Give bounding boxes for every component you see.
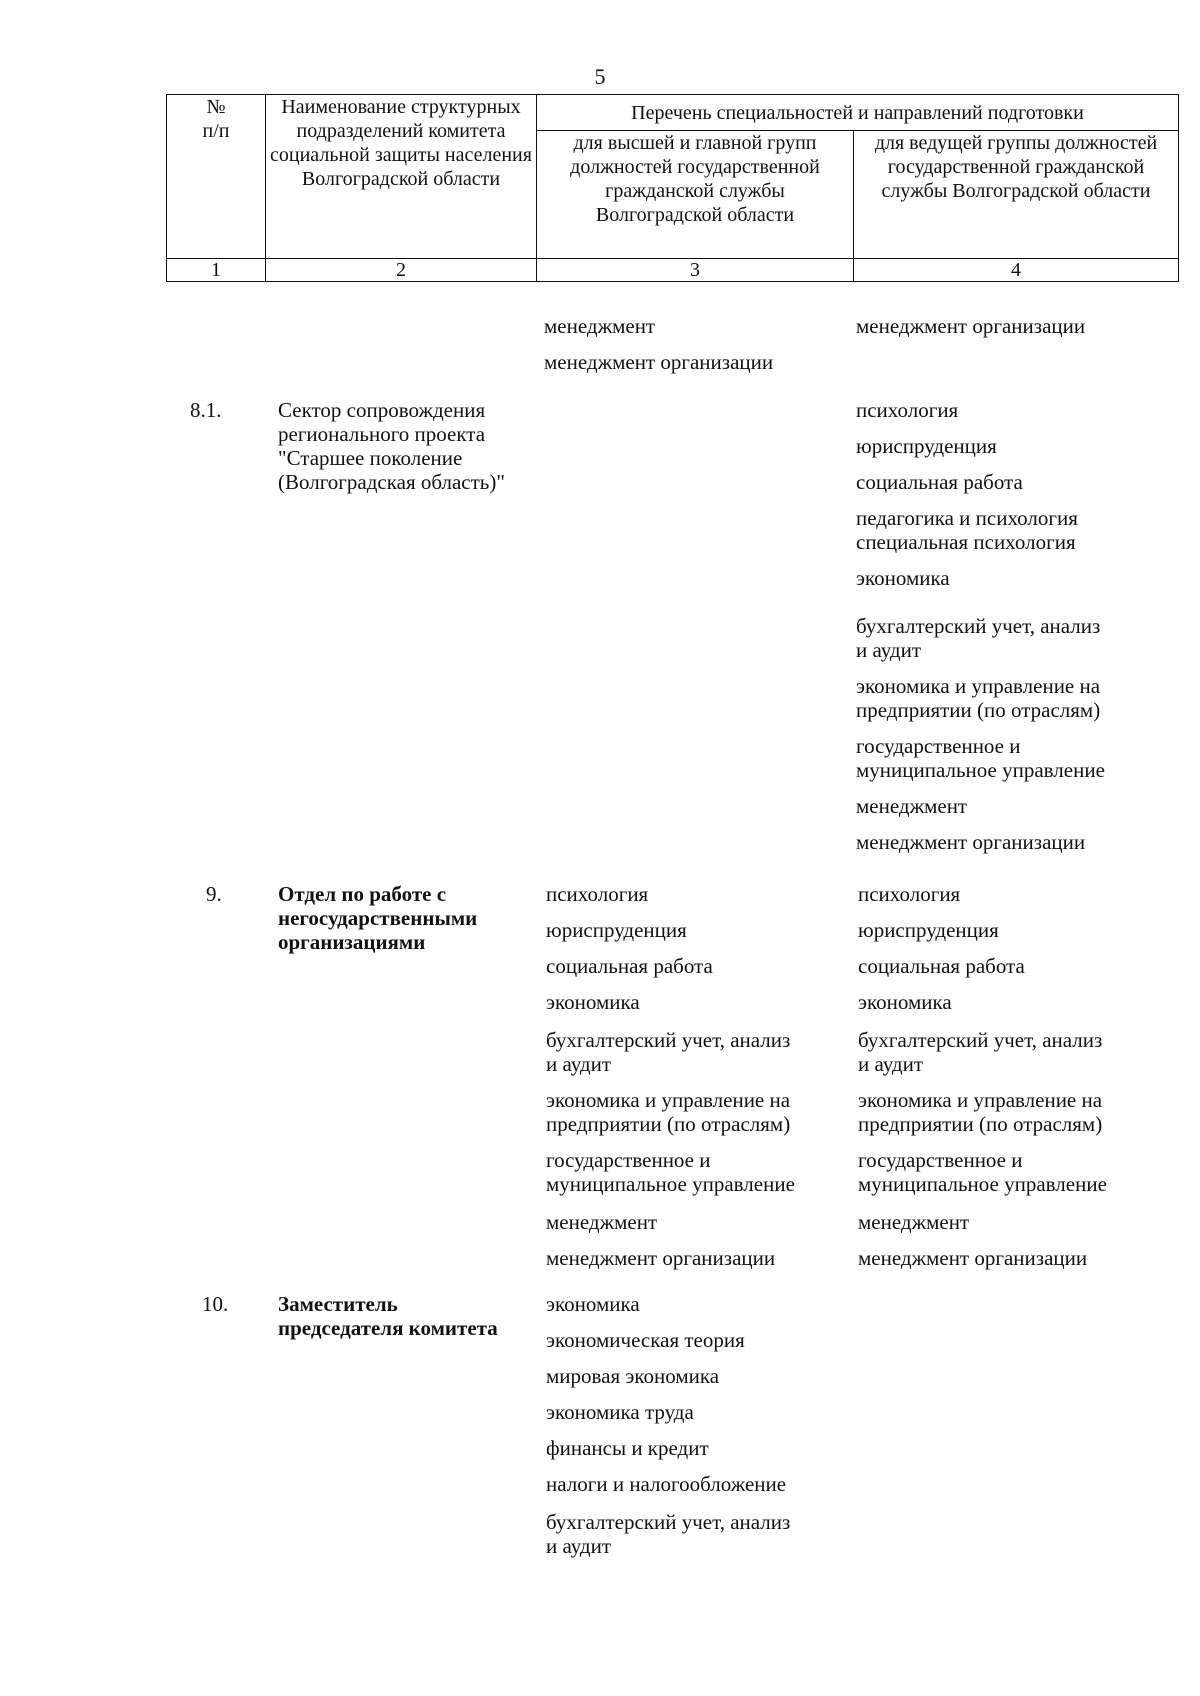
r9-c4-item: социальная работа — [858, 954, 1025, 978]
r9-c3-item: менеджмент — [546, 1210, 658, 1234]
r9-c4-item: бухгалтерский учет, анализ и аудит — [858, 1028, 1103, 1076]
r9-c3-item: государственное и муниципальное управление — [546, 1148, 795, 1196]
r81-c4-item: социальная работа — [856, 470, 1023, 494]
r10-c3-item: мировая экономика — [546, 1364, 720, 1388]
cont-c4-item: менеджмент организации — [856, 314, 1086, 338]
r9-c3-item: менеджмент организации — [546, 1246, 776, 1270]
r81-c4-item: государственное и муниципальное управление — [856, 734, 1105, 782]
r9-c4-item: юриспруденция — [858, 918, 999, 942]
r10-c3-item: финансы и кредит — [546, 1436, 709, 1460]
header-index-3: 3 — [537, 259, 854, 282]
r9-c4-item: экономика — [858, 990, 952, 1014]
r9-c3-item: экономика — [546, 990, 640, 1014]
r9-c4-item: менеджмент — [858, 1210, 970, 1234]
page-number: 5 — [594, 64, 606, 89]
row-number: 10. — [202, 1292, 229, 1316]
r10-c3-item: экономическая теория — [546, 1328, 745, 1352]
r9-c4-item: государственное и муниципальное управление — [858, 1148, 1107, 1196]
r81-c4-item: менеджмент — [856, 794, 968, 818]
header-table — [166, 94, 1179, 282]
r81-c4-item: юриспруденция — [856, 434, 997, 458]
r81-c4-item: психология — [856, 398, 959, 422]
row-name: Сектор сопровождения регионального проекта "Старшее поколение (Волгоградская область)" — [278, 398, 505, 494]
row-name: Отдел по работе с негосударственными организациями — [278, 882, 478, 954]
cont-c3-item: менеджмент — [544, 314, 656, 338]
r10-c3-item: экономика — [546, 1292, 640, 1316]
row-number: 9. — [206, 882, 222, 906]
r81-c4-item: менеджмент организации — [856, 830, 1086, 854]
r9-c3-item: бухгалтерский учет, анализ и аудит — [546, 1028, 791, 1076]
r81-c4-item: педагогика и психология специальная психология — [856, 506, 1078, 554]
r81-c4-item: экономика — [856, 566, 950, 590]
r10-c3-item: бухгалтерский учет, анализ и аудит — [546, 1510, 791, 1558]
r9-c4-item: психология — [858, 882, 961, 906]
r10-c3-item: налоги и налогообложение — [546, 1472, 787, 1496]
header-index-1: 1 — [167, 259, 266, 282]
r9-c3-item: психология — [546, 882, 649, 906]
r9-c4-item: менеджмент организации — [858, 1246, 1088, 1270]
header-index-4: 4 — [854, 259, 1179, 282]
r10-c3-item: экономика труда — [546, 1400, 694, 1424]
row-name: Заместитель председателя комитета — [278, 1292, 498, 1340]
header-col-senior: для высшей и главной групп должностей государственной гражданской службы Волгоградской области — [537, 131, 854, 259]
header-index-2: 2 — [266, 259, 537, 282]
r81-c4-item: бухгалтерский учет, анализ и аудит — [856, 614, 1101, 662]
row-number: 8.1. — [190, 398, 222, 422]
header-col-group: Перечень специальностей и направлений подготовки — [537, 95, 1179, 131]
r9-c3-item: экономика и управление на предприятии (по отраслям) — [546, 1088, 791, 1136]
r9-c3-item: юриспруденция — [546, 918, 687, 942]
header-col-leading: для ведущей группы должностей государственной гражданской службы Волгоградской области — [854, 131, 1179, 259]
r9-c4-item: экономика и управление на предприятии (по отраслям) — [858, 1088, 1103, 1136]
cont-c3-item: менеджмент организации — [544, 350, 774, 374]
header-col-name: Наименование структурных подразделений комитета социальной защиты населения Волгоградской области — [266, 95, 537, 259]
r81-c4-item: экономика и управление на предприятии (по отраслям) — [856, 674, 1101, 722]
header-col-number: № п/п — [167, 95, 266, 259]
r9-c3-item: социальная работа — [546, 954, 713, 978]
